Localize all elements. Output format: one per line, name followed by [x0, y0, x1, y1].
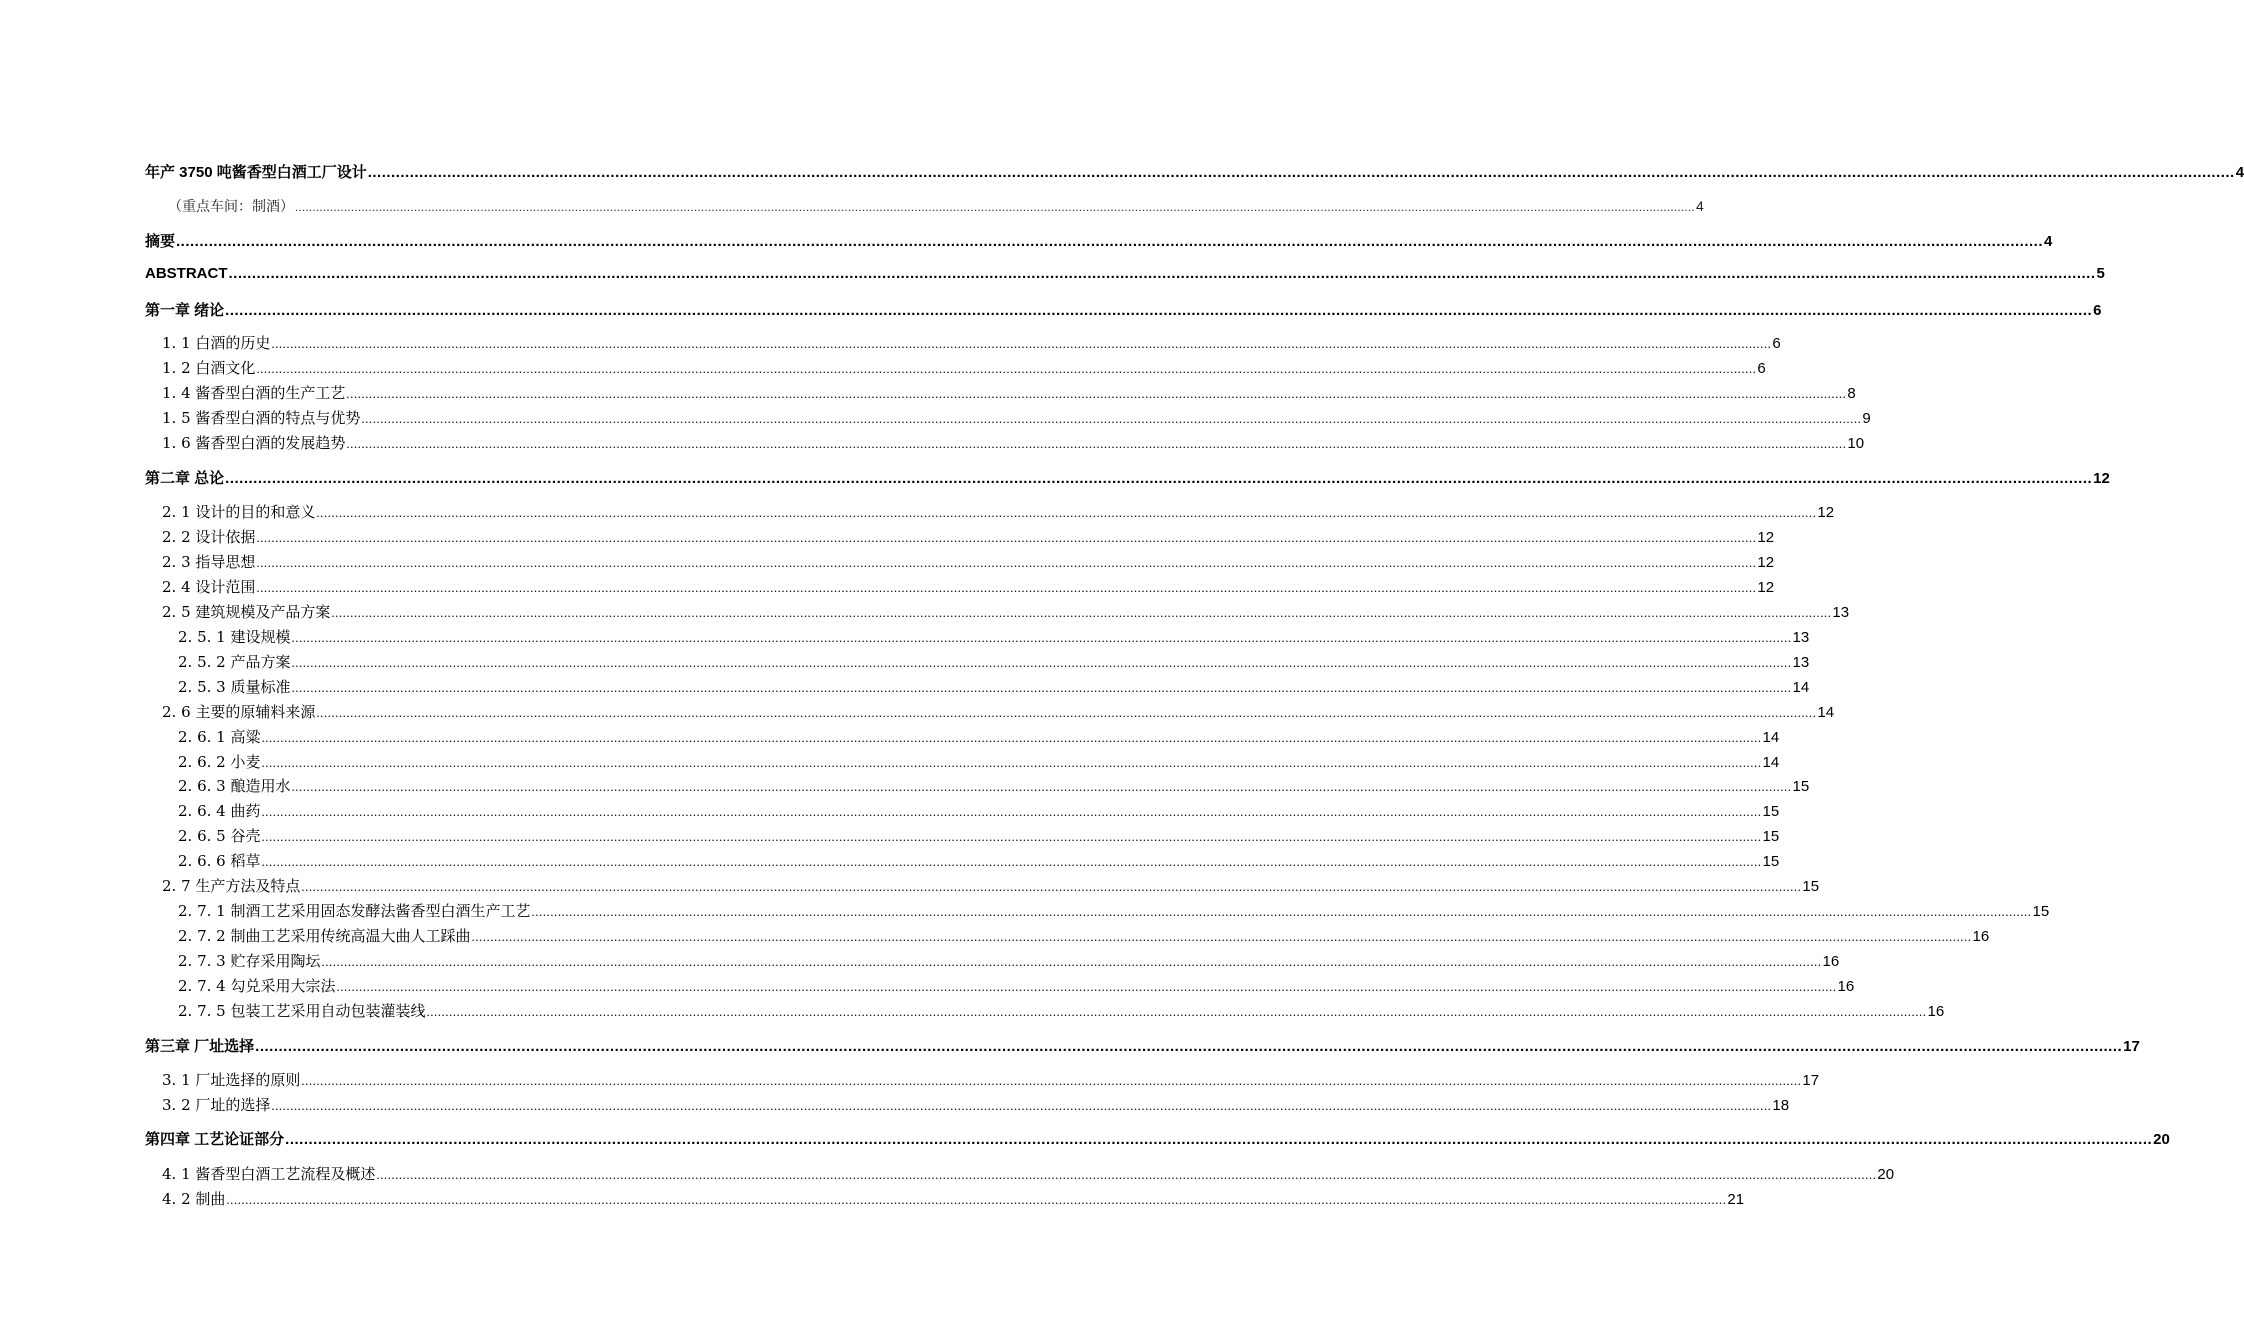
- toc-leader-dots: ................................................................................................................................................................................................................................................................................................................................................................................................................: [261, 829, 1762, 844]
- toc-entry-title: 1. 6 酱香型白酒的发展趋势: [162, 434, 346, 452]
- toc-entry-page-number: 21: [1727, 1191, 1745, 1208]
- toc-entry-title: 2. 6. 2 小麦: [178, 753, 261, 771]
- toc-leader-dots: ................................................................................................................................................................................................................................................................................................................................................................................................................: [255, 1038, 2123, 1055]
- toc-entry-page-number: 20: [1877, 1166, 1895, 1183]
- toc-entry[interactable]: [178, 751, 1780, 772]
- toc-leader-dots: ................................................................................................................................................................................................................................................................................................................................................................................................................: [426, 1004, 1927, 1019]
- toc-entry-title: 1. 5 酱香型白酒的特点与优势: [162, 409, 361, 427]
- toc-entry-title: 第二章 总论: [145, 470, 225, 487]
- toc-entry-title: 1. 1 白酒的历史: [162, 334, 271, 352]
- toc-leader-dots: ................................................................................................................................................................................................................................................................................................................................................................................................................: [225, 470, 2093, 487]
- toc-entry-page-number: 14: [1762, 729, 1780, 746]
- toc-entry-page-number: 9: [1862, 410, 1871, 427]
- toc-entry[interactable]: [178, 825, 1780, 846]
- toc-entry[interactable]: [162, 1094, 1790, 1115]
- toc-entry-title: 2. 5. 3 质量标准: [178, 678, 291, 696]
- toc-entry-page-number: 10: [1847, 435, 1865, 452]
- toc-entry[interactable]: [145, 265, 2105, 282]
- toc-entry-title: 2. 7 生产方法及特点: [162, 877, 301, 895]
- toc-entry-title: 年产 3750 吨酱香型白酒工厂设计: [145, 164, 367, 181]
- toc-entry[interactable]: [178, 950, 1840, 971]
- toc-entry-title: 2. 7. 1 制酒工艺采用固态发酵法酱香型白酒生产工艺: [178, 902, 531, 920]
- toc-leader-dots: ................................................................................................................................................................................................................................................................................................................................................................................................................: [316, 505, 1817, 520]
- toc-entry-page-number: 6: [2093, 302, 2102, 319]
- toc-leader-dots: ................................................................................................................................................................................................................................................................................................................................................................................................................: [271, 1098, 1772, 1113]
- toc-entry-title: 2. 7. 3 贮存采用陶坛: [178, 952, 321, 970]
- toc-entry-page-number: 15: [1762, 853, 1780, 870]
- toc-leader-dots: ................................................................................................................................................................................................................................................................................................................................................................................................................: [228, 265, 2096, 282]
- toc-entry-page-number: 16: [1822, 953, 1840, 970]
- toc-entry[interactable]: [162, 576, 1775, 597]
- toc-entry-title: 1. 2 白酒文化: [162, 359, 256, 377]
- toc-entry-page-number: 5: [2096, 265, 2105, 282]
- toc-entry-page-number: 4: [1696, 198, 1704, 214]
- toc-entry-title: 2. 6. 3 酿造用水: [178, 777, 291, 795]
- toc-leader-dots: ................................................................................................................................................................................................................................................................................................................................................................................................................: [295, 200, 1695, 214]
- toc-entry-title: 2. 6 主要的原辅料来源: [162, 703, 316, 721]
- toc-entry-page-number: 4: [2235, 164, 2244, 181]
- toc-leader-dots: ................................................................................................................................................................................................................................................................................................................................................................................................................: [256, 580, 1757, 595]
- toc-leader-dots: ................................................................................................................................................................................................................................................................................................................................................................................................................: [256, 555, 1757, 570]
- toc-entry[interactable]: [178, 651, 1810, 672]
- toc-entry-page-number: 15: [1802, 878, 1820, 895]
- toc-leader-dots: ................................................................................................................................................................................................................................................................................................................................................................................................................: [346, 386, 1847, 401]
- toc-entry-page-number: 15: [1762, 803, 1780, 820]
- toc-entry-title: 1. 4 酱香型白酒的生产工艺: [162, 384, 346, 402]
- toc-leader-dots: ................................................................................................................................................................................................................................................................................................................................................................................................................: [271, 336, 1772, 351]
- toc-entry[interactable]: [168, 196, 1704, 216]
- toc-entry[interactable]: [178, 850, 1780, 871]
- toc-entry-page-number: 15: [1762, 828, 1780, 845]
- toc-entry-title: 2. 2 设计依据: [162, 528, 256, 546]
- toc-entry[interactable]: [162, 601, 1850, 622]
- toc-entry[interactable]: [178, 775, 1810, 796]
- toc-leader-dots: ................................................................................................................................................................................................................................................................................................................................................................................................................: [291, 630, 1792, 645]
- toc-entry-title: 2. 6. 1 高粱: [178, 728, 261, 746]
- toc-entry[interactable]: [145, 1128, 2170, 1149]
- toc-leader-dots: ................................................................................................................................................................................................................................................................................................................................................................................................................: [261, 804, 1762, 819]
- toc-leader-dots: ................................................................................................................................................................................................................................................................................................................................................................................................................: [346, 436, 1847, 451]
- toc-leader-dots: ................................................................................................................................................................................................................................................................................................................................................................................................................: [261, 730, 1762, 745]
- toc-leader-dots: ................................................................................................................................................................................................................................................................................................................................................................................................................: [301, 879, 1802, 894]
- toc-entry-title: 2. 5. 1 建设规模: [178, 628, 291, 646]
- toc-entry[interactable]: [162, 1188, 1745, 1209]
- toc-entry-title: 4. 2 制曲: [162, 1190, 226, 1208]
- toc-entry[interactable]: [178, 800, 1780, 821]
- toc-leader-dots: ................................................................................................................................................................................................................................................................................................................................................................................................................: [261, 755, 1762, 770]
- toc-entry-page-number: 14: [1762, 754, 1780, 771]
- toc-entry-page-number: 13: [1792, 654, 1810, 671]
- toc-leader-dots: ................................................................................................................................................................................................................................................................................................................................................................................................................: [321, 954, 1822, 969]
- toc-entry-page-number: 17: [2123, 1038, 2140, 1055]
- toc-entry-title: 2. 3 指导思想: [162, 553, 256, 571]
- toc-entry-page-number: 16: [1837, 978, 1855, 995]
- toc-leader-dots: ................................................................................................................................................................................................................................................................................................................................................................................................................: [471, 929, 1972, 944]
- toc-leader-dots: ................................................................................................................................................................................................................................................................................................................................................................................................................: [316, 705, 1817, 720]
- toc-entry[interactable]: [178, 726, 1780, 747]
- toc-entry-page-number: 4: [2044, 233, 2053, 250]
- toc-entry[interactable]: [162, 501, 1835, 522]
- toc-entry[interactable]: [162, 332, 1781, 353]
- toc-entry-title: 第四章 工艺论证部分: [145, 1131, 285, 1148]
- toc-entry[interactable]: [162, 432, 1865, 453]
- toc-entry[interactable]: [162, 357, 1766, 378]
- toc-entry-page-number: 12: [2093, 470, 2110, 487]
- toc-entry-page-number: 12: [1757, 554, 1775, 571]
- toc-entry-page-number: 12: [1817, 504, 1835, 521]
- toc-entry[interactable]: [162, 701, 1835, 722]
- toc-entry-page-number: 16: [1972, 928, 1990, 945]
- toc-leader-dots: ................................................................................................................................................................................................................................................................................................................................................................................................................: [336, 979, 1837, 994]
- toc-leader-dots: ................................................................................................................................................................................................................................................................................................................................................................................................................: [285, 1131, 2153, 1148]
- toc-entry-title: ABSTRACT: [145, 265, 228, 282]
- toc-entry-title: 2. 5. 2 产品方案: [178, 653, 291, 671]
- toc-entry-page-number: 13: [1832, 604, 1850, 621]
- toc-entry-page-number: 20: [2153, 1131, 2170, 1148]
- toc-entry-page-number: 6: [1757, 360, 1766, 377]
- toc-entry[interactable]: [145, 230, 2053, 251]
- toc-entry-page-number: 8: [1847, 385, 1856, 402]
- toc-entry-page-number: 17: [1802, 1072, 1820, 1089]
- toc-entry-title: 3. 1 厂址选择的原则: [162, 1071, 301, 1089]
- toc-entry-title: 2. 7. 5 包装工艺采用自动包装灌装线: [178, 1002, 426, 1020]
- toc-leader-dots: ................................................................................................................................................................................................................................................................................................................................................................................................................: [291, 655, 1792, 670]
- toc-entry-page-number: 15: [2032, 903, 2050, 920]
- toc-entry-page-number: 6: [1772, 335, 1781, 352]
- toc-leader-dots: ................................................................................................................................................................................................................................................................................................................................................................................................................: [226, 1192, 1727, 1207]
- toc-entry[interactable]: [162, 1069, 1820, 1090]
- toc-entry[interactable]: [178, 1000, 1945, 1021]
- toc-entry-page-number: 18: [1772, 1097, 1790, 1114]
- toc-leader-dots: ................................................................................................................................................................................................................................................................................................................................................................................................................: [256, 530, 1757, 545]
- toc-entry[interactable]: [162, 382, 1856, 403]
- toc-entry[interactable]: [162, 875, 1820, 896]
- toc-entry-title: 2. 7. 4 勾兑采用大宗法: [178, 977, 336, 995]
- toc-entry-title: 2. 7. 2 制曲工艺采用传统高温大曲人工踩曲: [178, 927, 471, 945]
- toc-entry-title: 3. 2 厂址的选择: [162, 1096, 271, 1114]
- toc-entry-title: 4. 1 酱香型白酒工艺流程及概述: [162, 1165, 376, 1183]
- toc-entry-page-number: 14: [1792, 679, 1810, 696]
- toc-entry[interactable]: [178, 975, 1855, 996]
- toc-entry-title: 2. 6. 4 曲药: [178, 802, 261, 820]
- toc-leader-dots: ................................................................................................................................................................................................................................................................................................................................................................................................................: [301, 1073, 1802, 1088]
- toc-entry-page-number: 14: [1817, 704, 1835, 721]
- toc-entry[interactable]: [178, 900, 2050, 921]
- toc-entry[interactable]: [178, 676, 1810, 697]
- toc-entry[interactable]: [145, 299, 2102, 320]
- toc-leader-dots: ................................................................................................................................................................................................................................................................................................................................................................................................................: [376, 1167, 1877, 1182]
- toc-entry-page-number: 12: [1757, 579, 1775, 596]
- toc-entry-title: 2. 1 设计的目的和意义: [162, 503, 316, 521]
- toc-leader-dots: ................................................................................................................................................................................................................................................................................................................................................................................................................: [331, 605, 1832, 620]
- toc-entry[interactable]: [162, 407, 1871, 428]
- toc-entry[interactable]: [178, 925, 1990, 946]
- toc-leader-dots: ................................................................................................................................................................................................................................................................................................................................................................................................................: [256, 361, 1757, 376]
- toc-entry-page-number: 16: [1927, 1003, 1945, 1020]
- toc-entry[interactable]: [162, 1163, 1895, 1184]
- toc-leader-dots: ................................................................................................................................................................................................................................................................................................................................................................................................................: [291, 680, 1792, 695]
- toc-entry[interactable]: [162, 526, 1775, 547]
- toc-entry-title: 摘要: [145, 233, 176, 250]
- toc-leader-dots: ................................................................................................................................................................................................................................................................................................................................................................................................................: [291, 779, 1792, 794]
- toc-leader-dots: ................................................................................................................................................................................................................................................................................................................................................................................................................: [261, 854, 1762, 869]
- toc-entry[interactable]: [145, 161, 2244, 182]
- toc-leader-dots: ................................................................................................................................................................................................................................................................................................................................................................................................................: [225, 302, 2093, 319]
- toc-entry-page-number: 13: [1792, 629, 1810, 646]
- toc-entry-page-number: 15: [1792, 778, 1810, 795]
- toc-entry-title: 2. 6. 6 稻草: [178, 852, 261, 870]
- toc-entry[interactable]: [178, 626, 1810, 647]
- toc-entry[interactable]: [145, 1035, 2140, 1056]
- toc-entry-page-number: 12: [1757, 529, 1775, 546]
- toc-entry-title: 2. 6. 5 谷壳: [178, 827, 261, 845]
- toc-entry-title: （重点车间：制酒）: [168, 199, 294, 215]
- toc-leader-dots: ................................................................................................................................................................................................................................................................................................................................................................................................................: [361, 411, 1862, 426]
- toc-entry-title: 第三章 厂址选择: [145, 1038, 255, 1055]
- toc-entry-title: 第一章 绪论: [145, 302, 225, 319]
- toc-entry[interactable]: [162, 551, 1775, 572]
- toc-entry[interactable]: [145, 467, 2110, 488]
- toc-entry-title: 2. 4 设计范围: [162, 578, 256, 596]
- toc-leader-dots: ................................................................................................................................................................................................................................................................................................................................................................................................................: [531, 904, 2032, 919]
- toc-entry-title: 2. 5 建筑规模及产品方案: [162, 603, 331, 621]
- toc-leader-dots: ................................................................................................................................................................................................................................................................................................................................................................................................................: [176, 233, 2044, 250]
- toc-leader-dots: ................................................................................................................................................................................................................................................................................................................................................................................................................: [367, 164, 2235, 181]
